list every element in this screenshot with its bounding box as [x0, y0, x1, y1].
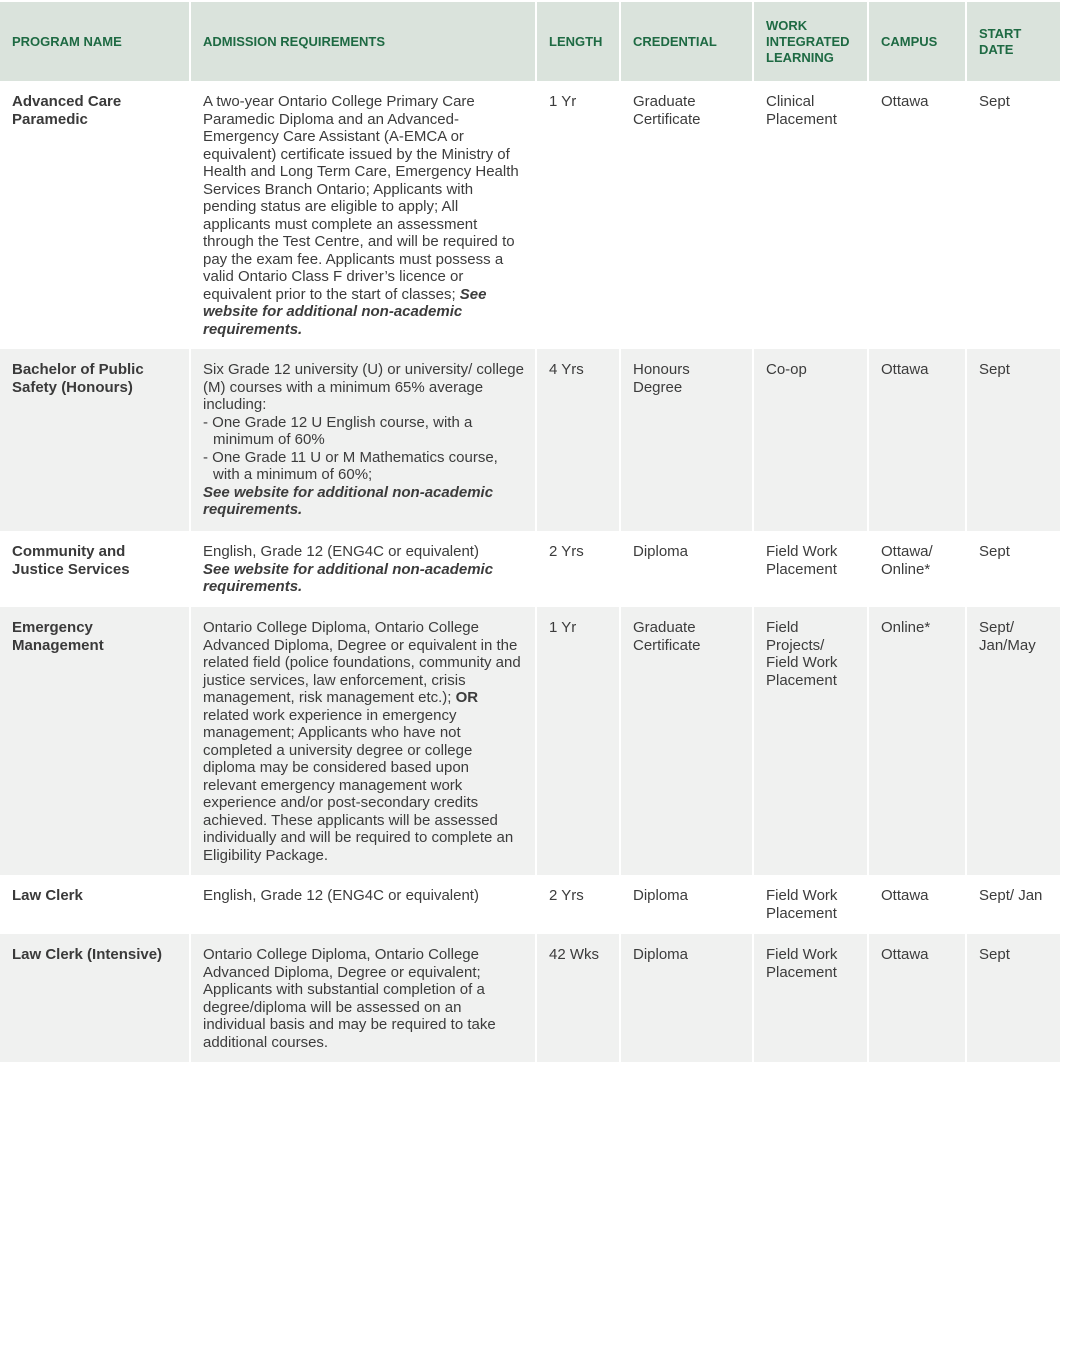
program-work-integrated-learning: Field Work Placement — [754, 875, 867, 934]
header-start-date: START DATE — [967, 2, 1060, 81]
header-campus: CAMPUS — [869, 2, 965, 81]
program-name: Law Clerk (Intensive) — [0, 934, 189, 1062]
program-start-date: Sept — [967, 349, 1060, 531]
program-campus: Ottawa — [869, 81, 965, 349]
program-start-date: Sept/ Jan/May — [967, 607, 1060, 875]
requirements-text: Ontario College Diploma, Ontario College Advanced Diploma, Degree or equivalent; Applicants with substantial completion of a degree/diploma will be assessed on an individual basis and may be required to take additional courses. — [203, 946, 496, 1051]
table-row — [0, 531, 1060, 607]
admission-requirements — [191, 607, 535, 875]
program-credential: Graduate Certificate — [621, 607, 752, 875]
program-name: Advanced Care Paramedic — [0, 81, 189, 349]
requirements-text: A two-year Ontario College Primary Care Paramedic Diploma and an Advanced-Emergency Care Assistant (A-EMCA or equivalent) certificate issued by the Ministry of Health and Long Term Care, Emergency Health Services Branch Ontario; Applicants with pending status are eligible to apply; All applicants must complete an assessment through the Test Centre, and will be required to pay the exam fee. Applicants must possess a valid Ontario Class F driver’s licence or equivalent prior to the start of classes; — [203, 93, 519, 303]
requirements-bullet: - One Grade 11 U or M Mathematics course, with a minimum of 60%; — [203, 449, 525, 484]
program-length: 42 Wks — [537, 934, 619, 1062]
program-campus: Online* — [869, 607, 965, 875]
admission-requirements — [191, 934, 535, 1062]
requirements-text-block — [203, 93, 525, 338]
program-length: 1 Yr — [537, 607, 619, 875]
requirements-note: See website for additional non-academic requirements. — [203, 560, 494, 595]
program-work-integrated-learning: Co-op — [754, 349, 867, 531]
admission-requirements — [191, 875, 535, 934]
program-work-integrated-learning: Field Projects/ Field Work Placement — [754, 607, 867, 875]
requirements-text-block — [203, 619, 525, 864]
header-program-name: PROGRAM NAME — [0, 2, 189, 81]
header-credential: CREDENTIAL — [621, 2, 752, 81]
header-length: LENGTH — [537, 2, 619, 81]
table-row — [0, 81, 1060, 349]
header-admission-requirements: ADMISSION REQUIREMENTS — [191, 2, 535, 81]
requirements-bullet: - One Grade 12 U English course, with a minimum of 60% — [203, 414, 525, 449]
requirements-text: Ontario College Diploma, Ontario College Advanced Diploma, Degree or equivalent in the related field (police foundations, community and justice services, law enforcement, crisis management, risk management etc.); — [203, 619, 521, 706]
requirements-text: English, Grade 12 (ENG4C or equivalent) — [203, 887, 479, 904]
header-work-integrated-learning: WORK INTEGRATED LEARNING — [754, 2, 867, 81]
program-name: Emergency Management — [0, 607, 189, 875]
program-start-date: Sept/ Jan — [967, 875, 1060, 934]
table-header-row — [0, 2, 1060, 81]
program-credential: Diploma — [621, 934, 752, 1062]
requirements-intro: Six Grade 12 university (U) or university/ college (M) courses with a minimum 65% average including: — [203, 361, 524, 413]
requirements-text: related work experience in emergency management; Applicants who have not completed a university degree or college diploma may be considered based upon relevant emergency management work experience and/or post-secondary credits achieved. These applicants will be assessed individually and will be required to complete an Eligibility Package. — [203, 706, 514, 864]
program-work-integrated-learning: Clinical Placement — [754, 81, 867, 349]
program-credential: Diploma — [621, 875, 752, 934]
requirements-text: English, Grade 12 (ENG4C or equivalent) — [203, 543, 479, 560]
program-campus: Ottawa — [869, 349, 965, 531]
requirements-note: See website for additional non-academic requirements. — [203, 285, 487, 338]
table-row — [0, 934, 1060, 1062]
program-credential: Graduate Certificate — [621, 81, 752, 349]
table-row — [0, 607, 1060, 875]
program-length: 1 Yr — [537, 81, 619, 349]
program-length: 2 Yrs — [537, 875, 619, 934]
program-length: 4 Yrs — [537, 349, 619, 531]
program-credential: Honours Degree — [621, 349, 752, 531]
admission-requirements — [191, 81, 535, 349]
table-row — [0, 349, 1060, 531]
program-campus: Ottawa/ Online* — [869, 531, 965, 607]
program-work-integrated-learning: Field Work Placement — [754, 934, 867, 1062]
program-name: Bachelor of Public Safety (Honours) — [0, 349, 189, 531]
program-name: Community and Justice Services — [0, 531, 189, 607]
requirements-note: See website for additional non-academic requirements. — [203, 483, 494, 518]
admission-requirements — [191, 349, 535, 531]
program-campus: Ottawa — [869, 934, 965, 1062]
program-start-date: Sept — [967, 531, 1060, 607]
program-start-date: Sept — [967, 81, 1060, 349]
program-name: Law Clerk — [0, 875, 189, 934]
admission-requirements — [191, 531, 535, 607]
program-credential: Diploma — [621, 531, 752, 607]
table-row — [0, 875, 1060, 934]
program-work-integrated-learning: Field Work Placement — [754, 531, 867, 607]
programs-table — [0, 2, 1060, 1062]
requirements-or: OR — [455, 689, 479, 706]
program-campus: Ottawa — [869, 875, 965, 934]
program-start-date: Sept — [967, 934, 1060, 1062]
program-length: 2 Yrs — [537, 531, 619, 607]
